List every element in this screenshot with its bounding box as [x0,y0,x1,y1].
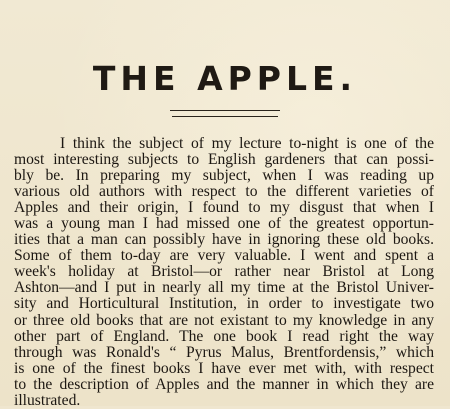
paragraph-line: Ashton—and I put in nearly all my time at the Bristol Univer- [14,279,434,297]
paragraph-line: Apples and their origin, I found to my disgust that when I [14,199,434,217]
paragraph-line: most interesting subjects to English gardeners that can possi- [14,151,434,169]
paragraph-line: various old authors with respect to the different varieties of [14,183,434,201]
paragraph-line: was a young man I had missed one of the greatest opportun- [14,215,434,233]
body-paragraph [14,136,434,409]
paragraph-line: Some of them to-day are very valuable. I went and spent a [14,247,434,265]
paragraph-line: through was Ronald's “ Pyrus Malus, Brentfordensis,” which [14,343,434,361]
page-title: THE APPLE. [92,59,358,98]
paragraph-line: sity and Horticultural Institution, in order to investigate two [14,295,434,313]
paragraph-line: illustrated. [14,391,81,409]
paragraph-line: bly be. In preparing my subject, when I was reading up [14,167,434,185]
paragraph-line: is one of the finest books I have ever met with, with respect [14,359,434,377]
paragraph-line: ities that a man can possibly have in ignoring these old books. [14,231,434,249]
title-rule-upper [170,110,280,111]
paragraph-line: other part of England. The one book I read right the way [14,327,434,345]
paragraph-line: week's holiday at Bristol—or rather near Bristol at Long [14,263,434,281]
paragraph-line: I think the subject of my lecture to-night is one of the [60,135,434,152]
paragraph-line: to the description of Apples and the manner in which they are [14,375,434,393]
paragraph-line: or three old books that are not existant to my knowledge in any [14,311,434,329]
title-rule-lower [172,116,278,117]
